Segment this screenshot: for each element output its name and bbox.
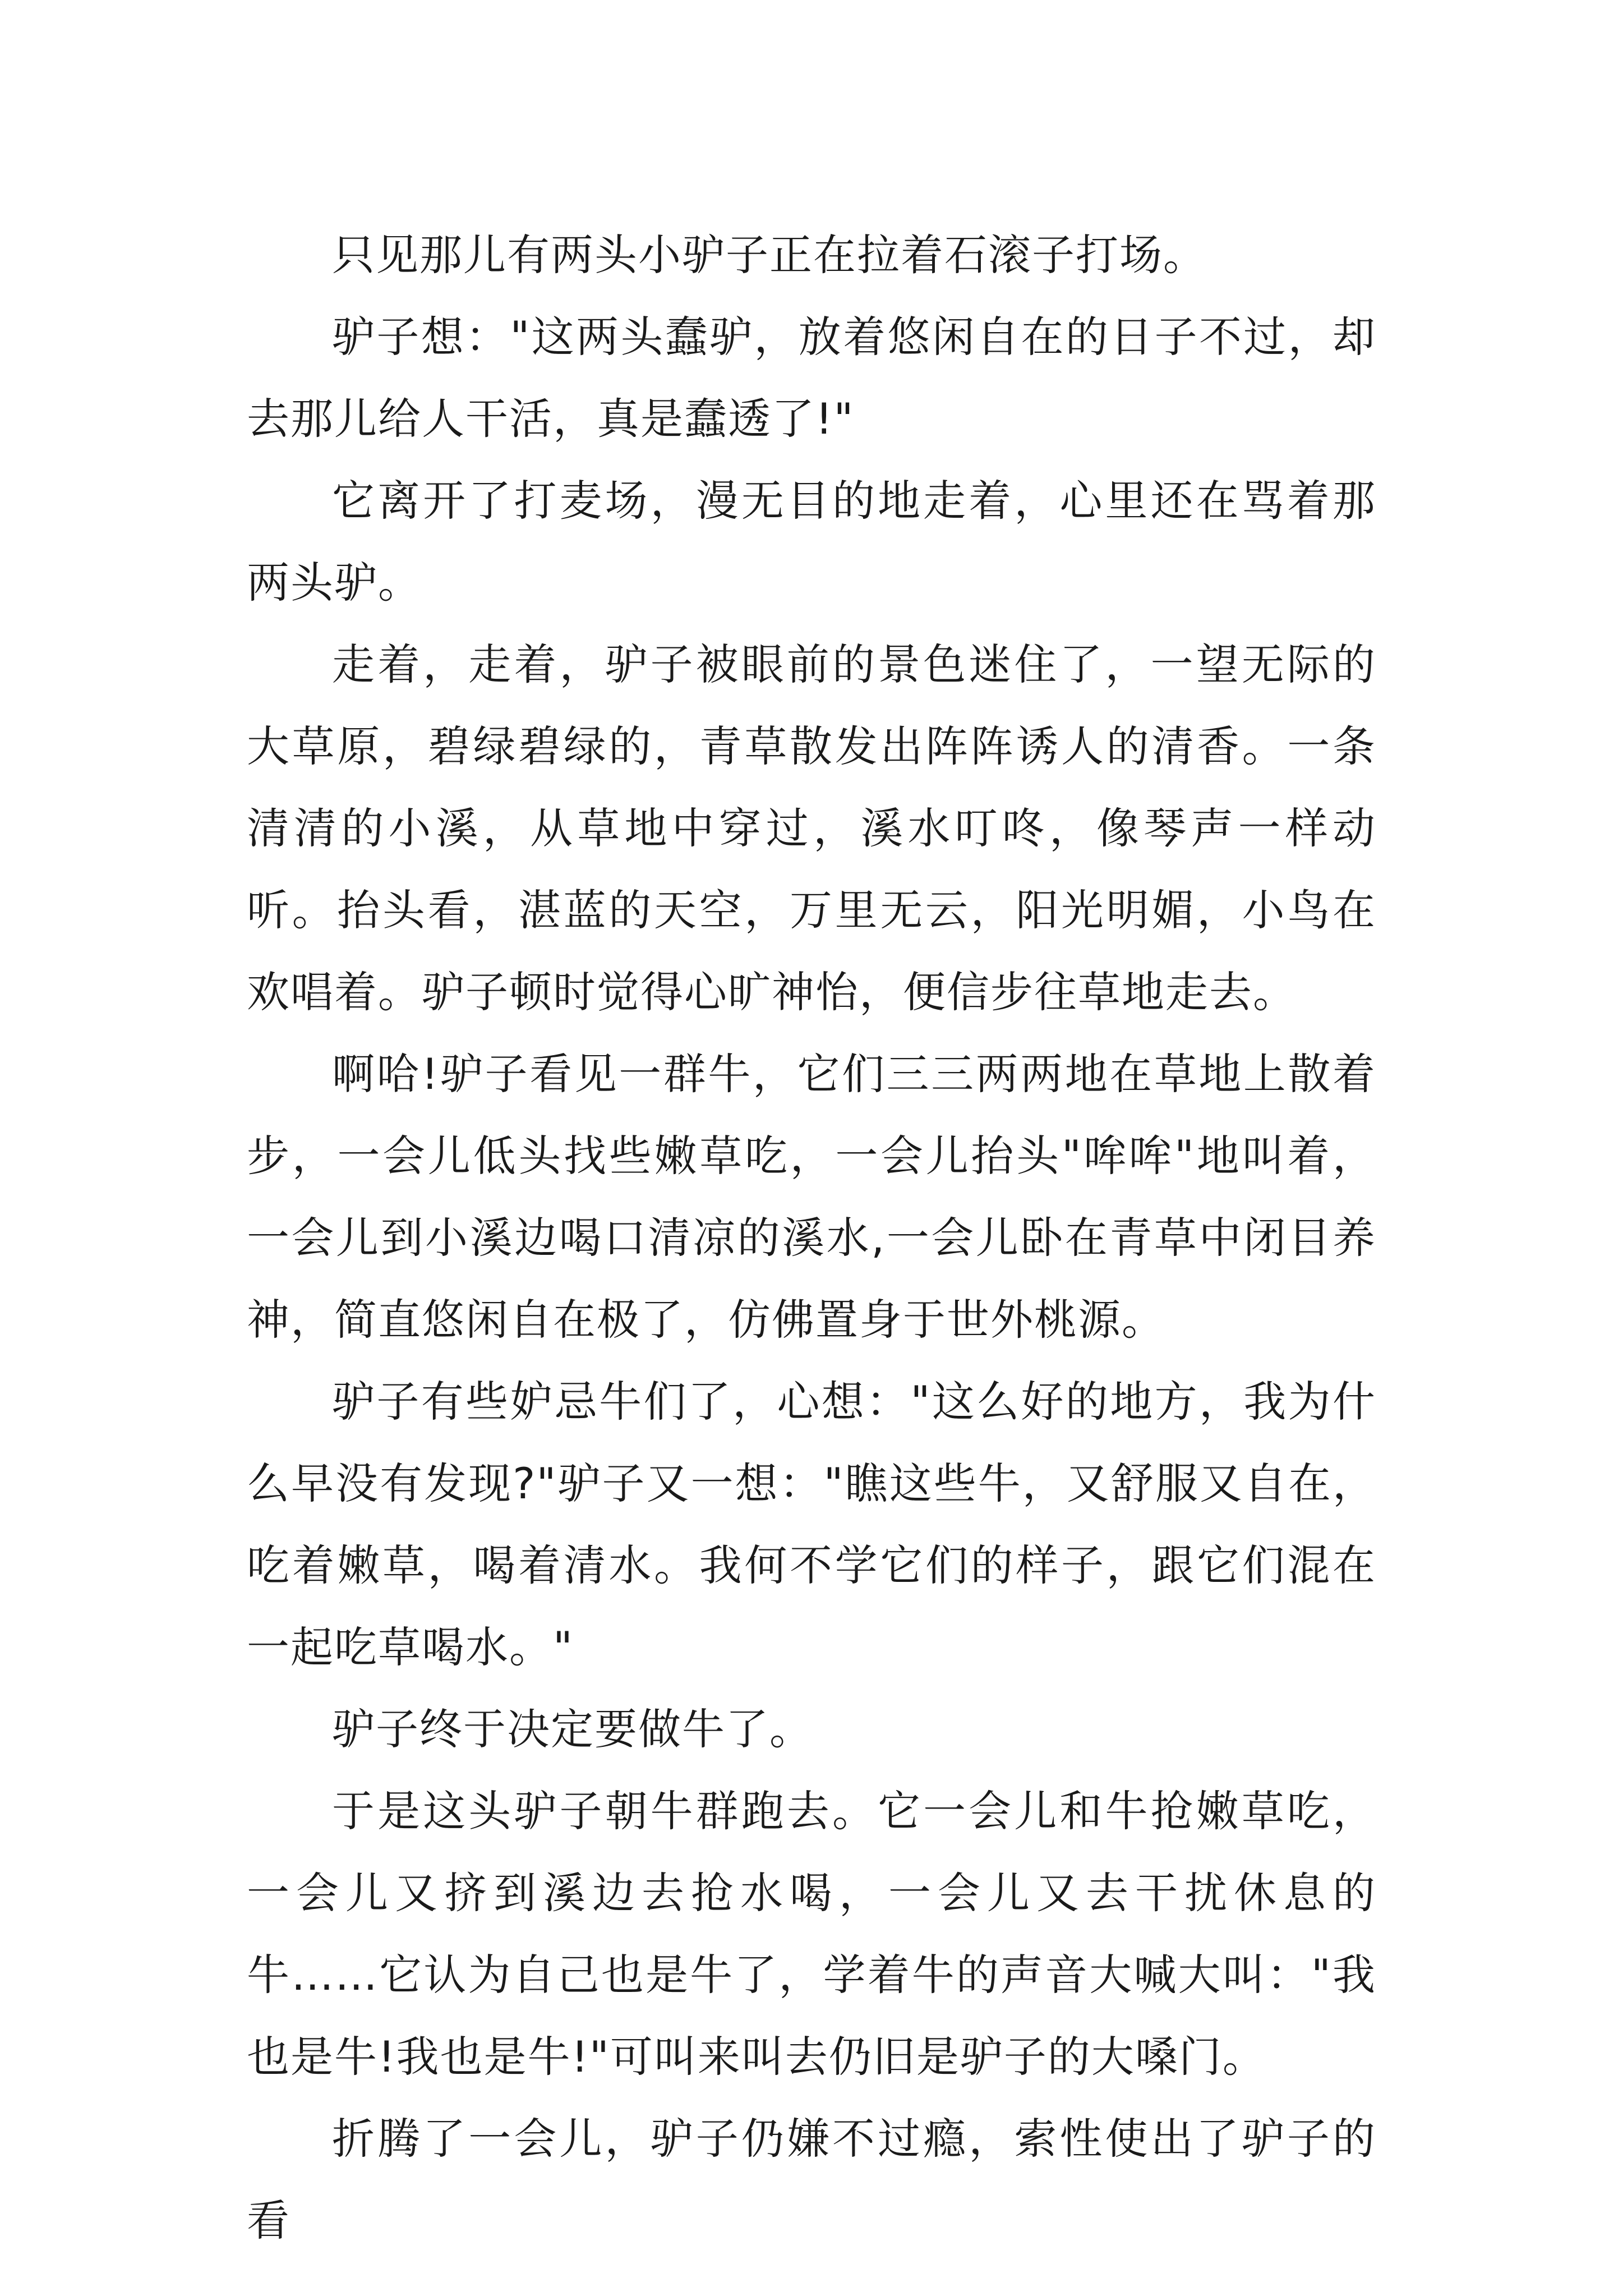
paragraph-4: 走着，走着，驴子被眼前的景色迷住了，一望无际的大草原，碧绿碧绿的，青草散发出阵阵诱人的清香。一条清清的小溪，从草地中穿过，溪水叮咚，像琴声一样动听。抬头看，湛蓝的天空，万里无云，阳光明媚，小鸟在欢唱着。驴子顿时觉得心旷神怡，便信步往草地走去。 — [247, 639, 1376, 1017]
paragraph-8: 于是这头驴子朝牛群跑去。它一会儿和牛抢嫩草吃，一会儿又挤到溪边去抢水喝，一会儿又去干扰休息的牛……它认为自己也是牛了，学着牛的声音大喊大叫："我也是牛!我也是牛!"可叫来叫去仍旧是驴子的大嗓门。 — [247, 1786, 1376, 2082]
paragraph-5: 啊哈!驴子看见一群牛，它们三三两两地在草地上散着步，一会儿低头找些嫩草吃，一会儿抬头"哞哞"地叫着，一会儿到小溪边喝口清凉的溪水,一会儿卧在青草中闭目养神，简直悠闲自在极了，仿佛置身于世外桃源。 — [247, 1049, 1376, 1345]
paragraph-3: 它离开了打麦场，漫无目的地走着，心里还在骂着那两头驴。 — [247, 476, 1376, 608]
story-text — [247, 214, 1376, 2262]
paragraph-1: 只见那儿有两头小驴子正在拉着石滚子打场。 — [332, 230, 1207, 280]
paragraph-7: 驴子终于决定要做牛了。 — [332, 1704, 813, 1754]
paragraph-9: 折腾了一会儿，驴子仍嫌不过瘾，索性使出了驴子的看 — [247, 2114, 1376, 2246]
paragraph-2: 驴子想："这两头蠢驴，放着悠闲自在的日子不过，却去那儿给人干活，真是蠢透了!" — [247, 312, 1376, 444]
paragraph-6: 驴子有些妒忌牛们了，心想："这么好的地方，我为什么早没有发现?"驴子又一想："瞧这些牛，又舒服又自在，吃着嫩草，喝着清水。我何不学它们的样子，跟它们混在一起吃草喝水。" — [247, 1377, 1376, 1672]
